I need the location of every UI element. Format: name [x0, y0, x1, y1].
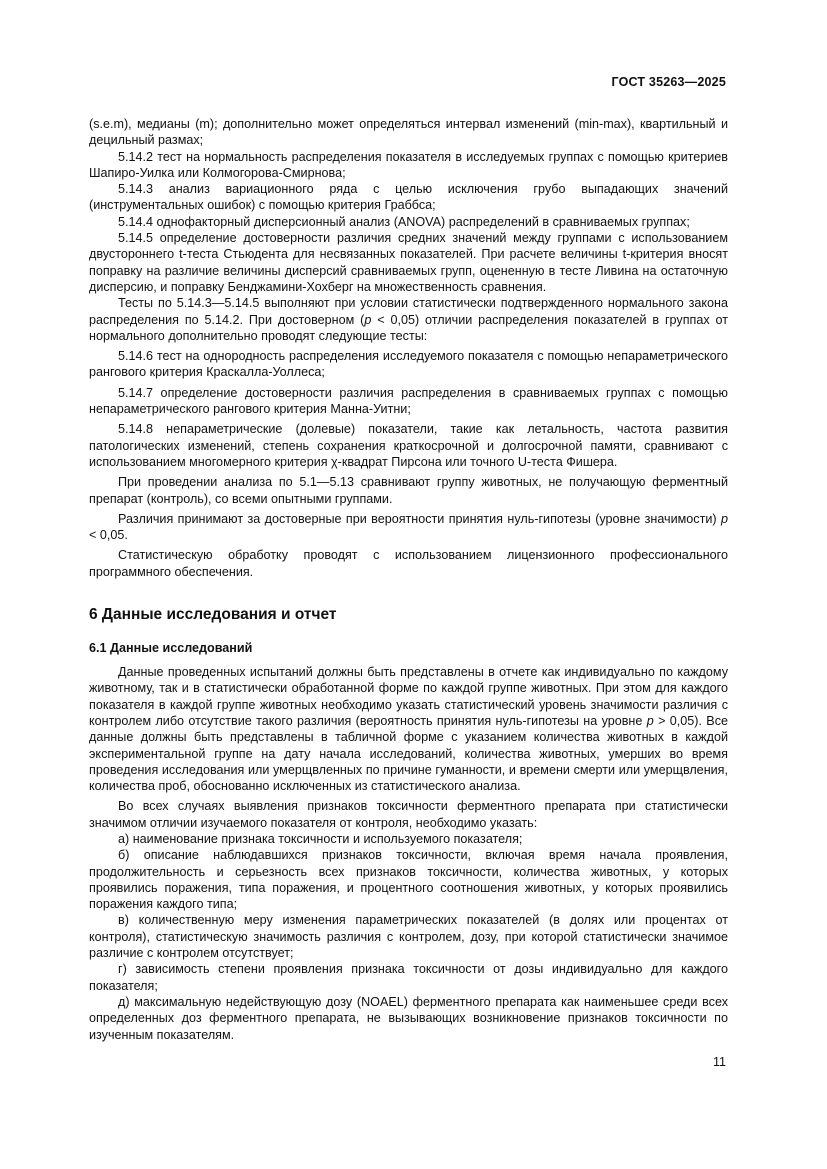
- top-paragraphs: [89, 116, 728, 580]
- paragraph: Данные проведенных испытаний должны быть представлены в отчете как индивидуально по каждому животному, так и в статистически обработанной форме по каждой группе животных. При этом для каждого показателя в каждой группе животных необходимо указать статистический уровень значимости различия с контролем либо отсутствие такого различия (вероятность принятия нуль-гипотезы на уровне p > 0,05). Все данные должны быть представлены в табличной форме с указанием количества животных в каждой экспериментальной группе на дату начала исследований, количества животных, умерших во время проведения исследования или умерщвленных по причине гуманности, и времени смерти или умерщвления, количества проб, обоснованно исключенных из статистического анализа.: [89, 665, 728, 794]
- paragraph: а) наименование признака токсичности и используемого показателя;: [118, 831, 523, 846]
- paragraph: Различия принимают за достоверные при вероятности принятия нуль-гипотезы (уровне значимости) p < 0,05.: [89, 511, 728, 543]
- paragraph: 5.14.4 однофакторный дисперсионный анализ (ANOVA) распределений в сравниваемых группах;: [118, 214, 690, 229]
- paragraph: 5.14.5 определение достоверности различия средних значений между группами с использованием двустороннего t-теста Стьюдента для несвязанных показателей. При расчете величины t-критерия вносят поправку на различие величины дисперсий сравниваемых групп, оцененную в тесте Ливина на остаточную дисперсию, и поправку Бенджамини-Хохберг на множественность сравнения.: [89, 231, 728, 294]
- paragraph: д) максимальную недействующую дозу (NOAEL) ферментного препарата как наименьшее среди всех определенных доз ферментного препарата, не вызывающих возникновение признаков токсичности по изученным показателям.: [89, 994, 728, 1042]
- paragraph: 5.14.7 определение достоверности различия распределения в сравниваемых группах с помощью непараметрического рангового критерия Манна-Уитни;: [89, 385, 728, 417]
- bottom-paragraphs: [89, 664, 728, 1043]
- paragraph: в) количественную меру изменения параметрических показателей (в долях или процентах от контроля), статистическую значимость различия с контролем, дозу, при которой статистически значимое различие с контролем отсутствует;: [89, 913, 728, 961]
- paragraph: 5.14.3 анализ вариационного ряда с целью исключения грубо выпадающих значений (инструментальных ошибок) с помощью критерия Граббса;: [89, 182, 728, 213]
- paragraph: (s.e.m), медианы (m); дополнительно может определяться интервал изменений (min-max), квартильный и децильный размах;: [89, 117, 728, 148]
- paragraph: г) зависимость степени проявления признака токсичности от дозы индивидуально для каждого показателя;: [89, 962, 728, 993]
- subsection-title: 6.1 Данные исследований: [89, 641, 253, 656]
- paragraph: 5.14.6 тест на однородность распределения исследуемого показателя с помощью непараметрического рангового критерия Краскалла-Уоллеса;: [89, 349, 728, 380]
- standard-header: ГОСТ 35263—2025: [611, 75, 726, 89]
- paragraph: 5.14.2 тест на нормальность распределения показателя в исследуемых группах с помощью критериев Шапиро-Уилка или Колмогорова-Смирнова;: [89, 149, 728, 180]
- paragraph: 5.14.8 непараметрические (долевые) показатели, такие как летальность, частота развития патологических изменений, степень сохранения краткосрочной и долгосрочной памяти, сравнивают с использованием многомерного критерия χ-квадрат Пирсона или точного U-теста Фишера.: [89, 422, 728, 469]
- paragraph: Статистическую обработку проводят с использованием лицензионного профессионального программного обеспечения.: [89, 548, 728, 579]
- section-title: 6 Данные исследования и отчет: [89, 606, 337, 624]
- paragraph: При проведении анализа по 5.1—5.13 сравнивают группу животных, не получающую ферментный препарат (контроль), со всеми опытными группами.: [89, 475, 728, 506]
- paragraph: б) описание наблюдавшихся признаков токсичности, включая время начала проявления, продолжительность и серьезность всех признаков токсичности, количества животных, у которых проявились поражения, типа поражения, и процентного соотношения животных, у которых проявились поражения каждого типа;: [89, 848, 728, 912]
- paragraph: Во всех случаях выявления признаков токсичности ферментного препарата при статистически значимом отличии изучаемого показателя от контроля, необходимо указать:: [89, 799, 728, 830]
- page-number: 11: [713, 1055, 726, 1069]
- page-content: [89, 116, 728, 1043]
- paragraph: Тесты по 5.14.3—5.14.5 выполняют при условии статистически подтвержденного нормального закона распределения по 5.14.2. При достоверном (p < 0,05) отличии распределения показателей в группах от нормального дополнительно проводят следующие тесты:: [89, 296, 728, 343]
